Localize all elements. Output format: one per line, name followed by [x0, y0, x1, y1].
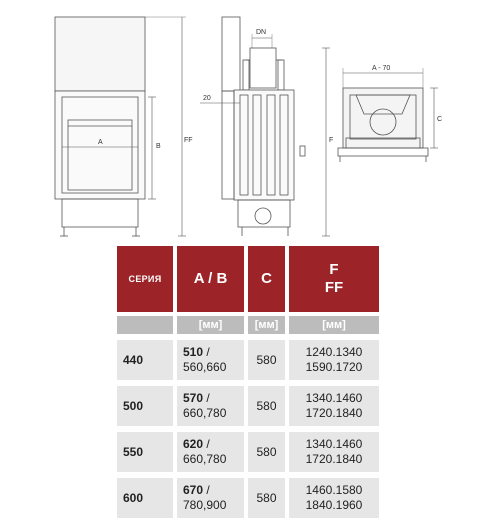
dim-label-a: A: [98, 139, 103, 146]
spec-table: [117, 246, 379, 518]
c-cell: 580: [248, 432, 289, 472]
f-value: 1340.1460: [305, 437, 363, 451]
a-value: 620: [183, 437, 204, 451]
c-cell: 580: [248, 386, 289, 426]
dim-label-dn: DN: [256, 29, 267, 36]
dim-label-a70: A - 70: [372, 65, 391, 72]
f-value: 1240.1340: [305, 345, 363, 359]
technical-drawings: [0, 0, 500, 245]
units-ab: [мм]: [177, 316, 248, 334]
f-ff-cell: [289, 386, 379, 426]
b-value: 780,900: [183, 498, 227, 512]
series-cell: 440: [117, 340, 177, 380]
table-row: [117, 340, 379, 380]
ff-value: 1720.1840: [305, 452, 363, 466]
series-cell: 600: [117, 478, 177, 518]
a-value: 510: [183, 345, 204, 359]
series-cell: 500: [117, 386, 177, 426]
ab-cell: 510 / 560,660: [177, 340, 248, 380]
dim-label-ff: FF: [184, 137, 193, 144]
b-value: 560,660: [183, 360, 227, 374]
table-row: [117, 478, 379, 518]
c-cell: 580: [248, 340, 289, 380]
ff-value: 1720.1840: [305, 406, 363, 420]
units-series-empty: [117, 316, 177, 334]
front-view-drawing: [55, 17, 186, 236]
b-value: 660,780: [183, 452, 227, 466]
ff-value: 1590.1720: [305, 360, 363, 374]
ab-cell: 670 / 780,900: [177, 478, 248, 518]
units-ff: [мм]: [289, 316, 379, 334]
dim-label-c: C: [437, 116, 443, 123]
ff-value: 1840.1960: [305, 498, 363, 512]
header-series: СЕРИЯ: [117, 246, 177, 312]
f-ff-cell: [289, 432, 379, 472]
dim-label-20: 20: [203, 95, 211, 102]
b-value: 660,780: [183, 406, 227, 420]
table-header-row: [117, 246, 379, 312]
side-view-drawing: [200, 17, 330, 236]
header-c: C: [248, 246, 289, 312]
dim-label-f: F: [329, 137, 334, 144]
f-value: 1340.1460: [305, 391, 363, 405]
table-row: [117, 432, 379, 472]
f-ff-cell: [289, 340, 379, 380]
series-cell: 550: [117, 432, 177, 472]
ab-cell: 570 / 660,780: [177, 386, 248, 426]
table-row: [117, 386, 379, 426]
header-f-ff: [289, 246, 379, 312]
top-view-drawing: [338, 68, 438, 162]
f-ff-cell: [289, 478, 379, 518]
dim-label-b: B: [156, 143, 161, 150]
header-ab: A / B: [177, 246, 248, 312]
header-f: F: [329, 261, 339, 278]
a-value: 670: [183, 483, 204, 497]
table-units-row: [117, 316, 379, 334]
header-ff: FF: [324, 279, 344, 296]
units-c: [мм]: [248, 316, 289, 334]
f-value: 1460.1580: [305, 483, 363, 497]
ab-cell: 620 / 660,780: [177, 432, 248, 472]
c-cell: 580: [248, 478, 289, 518]
a-value: 570: [183, 391, 204, 405]
